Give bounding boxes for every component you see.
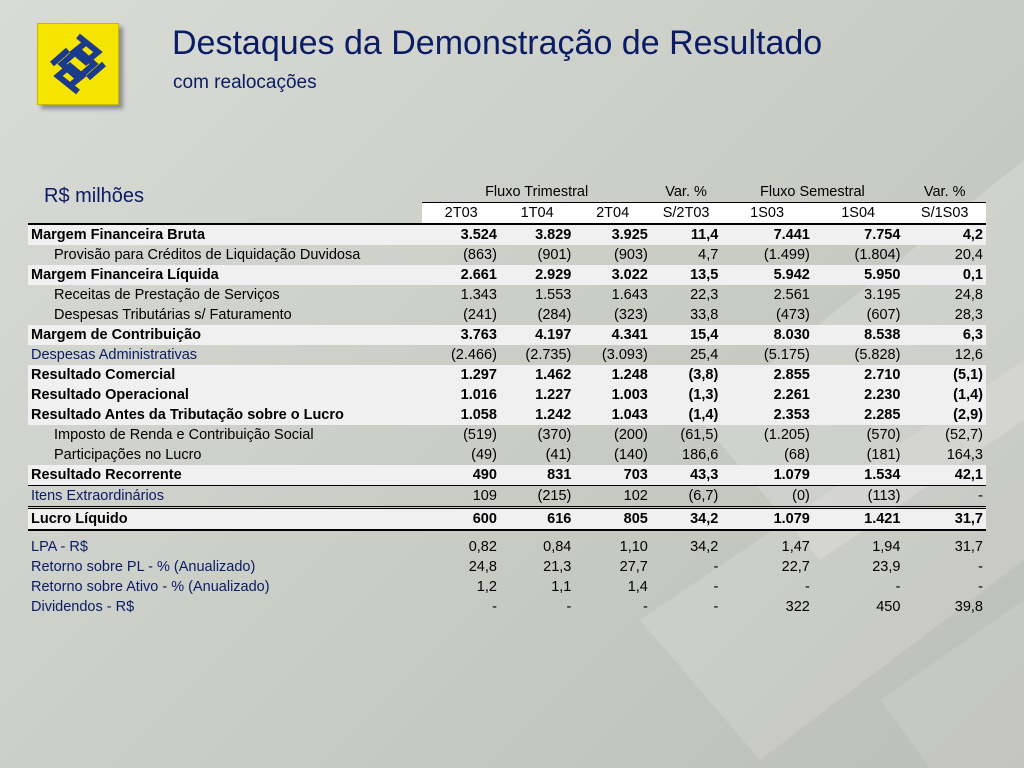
row-value: 13,5 bbox=[651, 265, 721, 285]
row-value: - bbox=[978, 488, 983, 504]
table-row bbox=[28, 385, 986, 405]
row-value: (241) bbox=[463, 307, 497, 323]
row-value: 39,8 bbox=[954, 599, 983, 615]
row-value: (1,4) bbox=[903, 385, 986, 405]
row-value: 34,2 bbox=[690, 539, 719, 555]
row-value: 25,4 bbox=[690, 347, 719, 363]
row-value: 2.929 bbox=[500, 265, 574, 285]
row-value: 2.353 bbox=[721, 405, 813, 425]
row-value: 3.524 bbox=[422, 224, 499, 245]
row-label: Margem de Contribuição bbox=[28, 325, 422, 345]
row-label: Imposto de Renda e Contribuição Social bbox=[54, 427, 314, 443]
row-value: 7.441 bbox=[721, 224, 813, 245]
col-1s04: 1S04 bbox=[813, 203, 904, 225]
row-label: Retorno sobre Ativo - % (Anualizado) bbox=[31, 579, 270, 595]
row-value: (1,3) bbox=[651, 385, 721, 405]
group-var-semestral: Var. % bbox=[903, 182, 986, 203]
row-value: 600 bbox=[422, 508, 499, 531]
row-value: 8.030 bbox=[721, 325, 813, 345]
row-value: 2.285 bbox=[813, 405, 904, 425]
row-value: 20,4 bbox=[954, 247, 983, 263]
row-value: 186,6 bbox=[682, 447, 719, 463]
row-value: 1,4 bbox=[627, 579, 648, 595]
row-value: 1,10 bbox=[619, 539, 648, 555]
row-label: Retorno sobre PL - % (Anualizado) bbox=[31, 559, 256, 575]
row-value: 805 bbox=[574, 508, 650, 531]
row-value: 8.538 bbox=[813, 325, 904, 345]
row-value: 616 bbox=[500, 508, 574, 531]
row-value: (903) bbox=[614, 247, 648, 263]
row-value: 3.829 bbox=[500, 224, 574, 245]
column-group-header bbox=[28, 182, 986, 203]
row-value: 28,3 bbox=[954, 307, 983, 323]
row-value: 22,3 bbox=[690, 287, 719, 303]
row-value: 4.197 bbox=[500, 325, 574, 345]
row-label: Resultado Recorrente bbox=[28, 465, 422, 486]
row-value: (61,5) bbox=[680, 427, 719, 443]
table-row bbox=[28, 285, 986, 305]
row-value: 1,2 bbox=[476, 579, 497, 595]
row-value: (284) bbox=[537, 307, 572, 323]
row-value: 3.022 bbox=[574, 265, 650, 285]
table-row bbox=[28, 405, 986, 425]
row-value: 31,7 bbox=[903, 508, 986, 531]
row-value: 831 bbox=[500, 465, 574, 486]
row-value: 31,7 bbox=[954, 539, 983, 555]
row-label: Despesas Administrativas bbox=[31, 347, 198, 363]
row-value: 0,82 bbox=[468, 539, 497, 555]
row-value: 703 bbox=[574, 465, 650, 486]
table-row bbox=[28, 345, 986, 365]
col-1s03: 1S03 bbox=[721, 203, 813, 225]
row-value: 1,1 bbox=[551, 579, 572, 595]
table-row bbox=[28, 425, 986, 445]
row-value: (519) bbox=[463, 427, 497, 443]
col-1t04: 1T04 bbox=[500, 203, 574, 225]
row-value: 1.343 bbox=[460, 287, 497, 303]
row-value: 7.754 bbox=[813, 224, 904, 245]
row-value: 22,7 bbox=[781, 559, 810, 575]
table-row bbox=[28, 530, 986, 557]
row-value: 15,4 bbox=[651, 325, 721, 345]
row-value: (1.804) bbox=[854, 247, 901, 263]
row-value: 1,47 bbox=[781, 539, 810, 555]
table-row bbox=[28, 508, 986, 531]
row-value: - bbox=[643, 599, 648, 615]
row-value: 164,3 bbox=[946, 447, 983, 463]
group-fluxo-trimestral: Fluxo Trimestral bbox=[422, 182, 650, 203]
row-value: 1.242 bbox=[500, 405, 574, 425]
row-value: 102 bbox=[623, 488, 648, 504]
unit-label: R$ milhões bbox=[44, 185, 145, 207]
row-value: 1.079 bbox=[721, 508, 813, 531]
row-value: 34,2 bbox=[651, 508, 721, 531]
row-value: 1.462 bbox=[500, 365, 574, 385]
page-title: Destaques da Demonstração de Resultado bbox=[172, 24, 823, 62]
col-2t03: 2T03 bbox=[422, 203, 499, 225]
row-value: (1.499) bbox=[763, 247, 810, 263]
row-value: 3.925 bbox=[574, 224, 650, 245]
row-value: 1.534 bbox=[813, 465, 904, 486]
row-value: - bbox=[713, 559, 719, 575]
column-header bbox=[28, 203, 986, 225]
table-row bbox=[28, 325, 986, 345]
row-value: (473) bbox=[776, 307, 810, 323]
row-value: - bbox=[978, 579, 983, 595]
row-value: 4.341 bbox=[574, 325, 650, 345]
row-value: 2.710 bbox=[813, 365, 904, 385]
row-value: 1.043 bbox=[574, 405, 650, 425]
row-value: (52,7) bbox=[945, 427, 983, 443]
row-value: (200) bbox=[614, 427, 648, 443]
row-value: 1.016 bbox=[422, 385, 499, 405]
row-value: (41) bbox=[545, 447, 572, 463]
row-value: - bbox=[978, 559, 983, 575]
row-value: (0) bbox=[792, 488, 810, 504]
row-label: Itens Extraordinários bbox=[31, 488, 164, 504]
row-value: 1.003 bbox=[574, 385, 650, 405]
row-value: 1.079 bbox=[721, 465, 813, 486]
row-value: 12,6 bbox=[954, 347, 983, 363]
row-label: Participações no Lucro bbox=[54, 447, 202, 463]
row-value: 0,1 bbox=[903, 265, 986, 285]
income-statement-table bbox=[28, 182, 986, 617]
banco-do-brasil-logo-icon bbox=[37, 23, 119, 105]
row-value: - bbox=[713, 579, 719, 595]
row-value: (1.205) bbox=[763, 427, 810, 443]
row-value: (1,4) bbox=[651, 405, 721, 425]
row-label: Lucro Líquido bbox=[28, 508, 422, 531]
row-value: 1.421 bbox=[813, 508, 904, 531]
row-value: 5.950 bbox=[813, 265, 904, 285]
row-value: (3.093) bbox=[601, 347, 648, 363]
row-value: (2.466) bbox=[450, 347, 497, 363]
table-row bbox=[28, 265, 986, 285]
page-subtitle: com realocações bbox=[173, 72, 317, 93]
row-value: (3,8) bbox=[651, 365, 721, 385]
row-value: 2.230 bbox=[813, 385, 904, 405]
table-row bbox=[28, 465, 986, 486]
row-value: 0,84 bbox=[543, 539, 572, 555]
col-s1s03: S/1S03 bbox=[903, 203, 986, 225]
row-value: - bbox=[805, 579, 810, 595]
row-value: (5,1) bbox=[903, 365, 986, 385]
row-value: (323) bbox=[614, 307, 648, 323]
table-row bbox=[28, 445, 986, 465]
row-value: 2.855 bbox=[721, 365, 813, 385]
row-value: (68) bbox=[784, 447, 810, 463]
col-s2t03: S/2T03 bbox=[651, 203, 721, 225]
row-value: (6,7) bbox=[688, 488, 719, 504]
row-value: 42,1 bbox=[903, 465, 986, 486]
table-row bbox=[28, 557, 986, 577]
row-label: Provisão para Créditos de Liquidação Duvidosa bbox=[54, 247, 361, 263]
row-value: 24,8 bbox=[468, 559, 497, 575]
row-value: 24,8 bbox=[954, 287, 983, 303]
row-value: (901) bbox=[537, 247, 572, 263]
row-value: 33,8 bbox=[690, 307, 719, 323]
group-var-trimestral: Var. % bbox=[651, 182, 721, 203]
row-value: - bbox=[713, 599, 719, 615]
row-label: Margem Financeira Bruta bbox=[28, 224, 422, 245]
row-value: 2.561 bbox=[773, 287, 810, 303]
row-value: 3.763 bbox=[422, 325, 499, 345]
row-value: 4,2 bbox=[903, 224, 986, 245]
row-value: (5.175) bbox=[763, 347, 810, 363]
row-value: 1.643 bbox=[611, 287, 648, 303]
col-2t04: 2T04 bbox=[574, 203, 650, 225]
row-label: Dividendos - R$ bbox=[31, 599, 135, 615]
row-value: (607) bbox=[866, 307, 901, 323]
row-value: 6,3 bbox=[903, 325, 986, 345]
row-value: 109 bbox=[472, 488, 497, 504]
row-value: (5.828) bbox=[854, 347, 901, 363]
row-value: - bbox=[895, 579, 901, 595]
row-value: (181) bbox=[866, 447, 901, 463]
row-value: 4,7 bbox=[698, 247, 719, 263]
row-value: 2.261 bbox=[721, 385, 813, 405]
group-fluxo-semestral: Fluxo Semestral bbox=[721, 182, 903, 203]
row-value: (113) bbox=[867, 488, 901, 504]
row-value: (215) bbox=[537, 488, 572, 504]
row-label: Resultado Operacional bbox=[28, 385, 422, 405]
row-value: 1.227 bbox=[500, 385, 574, 405]
row-label: Despesas Tributárias s/ Faturamento bbox=[54, 307, 292, 323]
table-row bbox=[28, 486, 986, 508]
row-label: LPA - R$ bbox=[31, 539, 88, 555]
row-value: (863) bbox=[463, 247, 497, 263]
table-row bbox=[28, 577, 986, 597]
row-value: 43,3 bbox=[651, 465, 721, 486]
row-value: 1,94 bbox=[872, 539, 901, 555]
row-label: Resultado Comercial bbox=[28, 365, 422, 385]
row-label: Resultado Antes da Tributação sobre o Lucro bbox=[28, 405, 422, 425]
row-value: - bbox=[492, 599, 497, 615]
row-value: (570) bbox=[866, 427, 901, 443]
row-value: (2.735) bbox=[525, 347, 572, 363]
row-value: (370) bbox=[537, 427, 572, 443]
table-row bbox=[28, 305, 986, 325]
row-label: Receitas de Prestação de Serviços bbox=[54, 287, 280, 303]
row-value: 5.942 bbox=[721, 265, 813, 285]
row-value: 490 bbox=[422, 465, 499, 486]
row-value: 27,7 bbox=[619, 559, 648, 575]
row-value: 3.195 bbox=[864, 287, 901, 303]
row-value: (49) bbox=[471, 447, 497, 463]
table-row bbox=[28, 224, 986, 245]
row-value: (140) bbox=[614, 447, 648, 463]
row-value: - bbox=[566, 599, 572, 615]
row-value: (2,9) bbox=[903, 405, 986, 425]
table-row bbox=[28, 365, 986, 385]
row-value: 1.553 bbox=[535, 287, 572, 303]
row-value: 1.248 bbox=[574, 365, 650, 385]
table-row bbox=[28, 245, 986, 265]
row-value: 2.661 bbox=[422, 265, 499, 285]
row-value: 450 bbox=[876, 599, 901, 615]
row-label: Margem Financeira Líquida bbox=[28, 265, 422, 285]
row-value: 322 bbox=[785, 599, 810, 615]
row-value: 11,4 bbox=[651, 224, 721, 245]
row-value: 23,9 bbox=[872, 559, 901, 575]
row-value: 21,3 bbox=[543, 559, 572, 575]
table-row bbox=[28, 597, 986, 617]
row-value: 1.297 bbox=[422, 365, 499, 385]
row-value: 1.058 bbox=[422, 405, 499, 425]
